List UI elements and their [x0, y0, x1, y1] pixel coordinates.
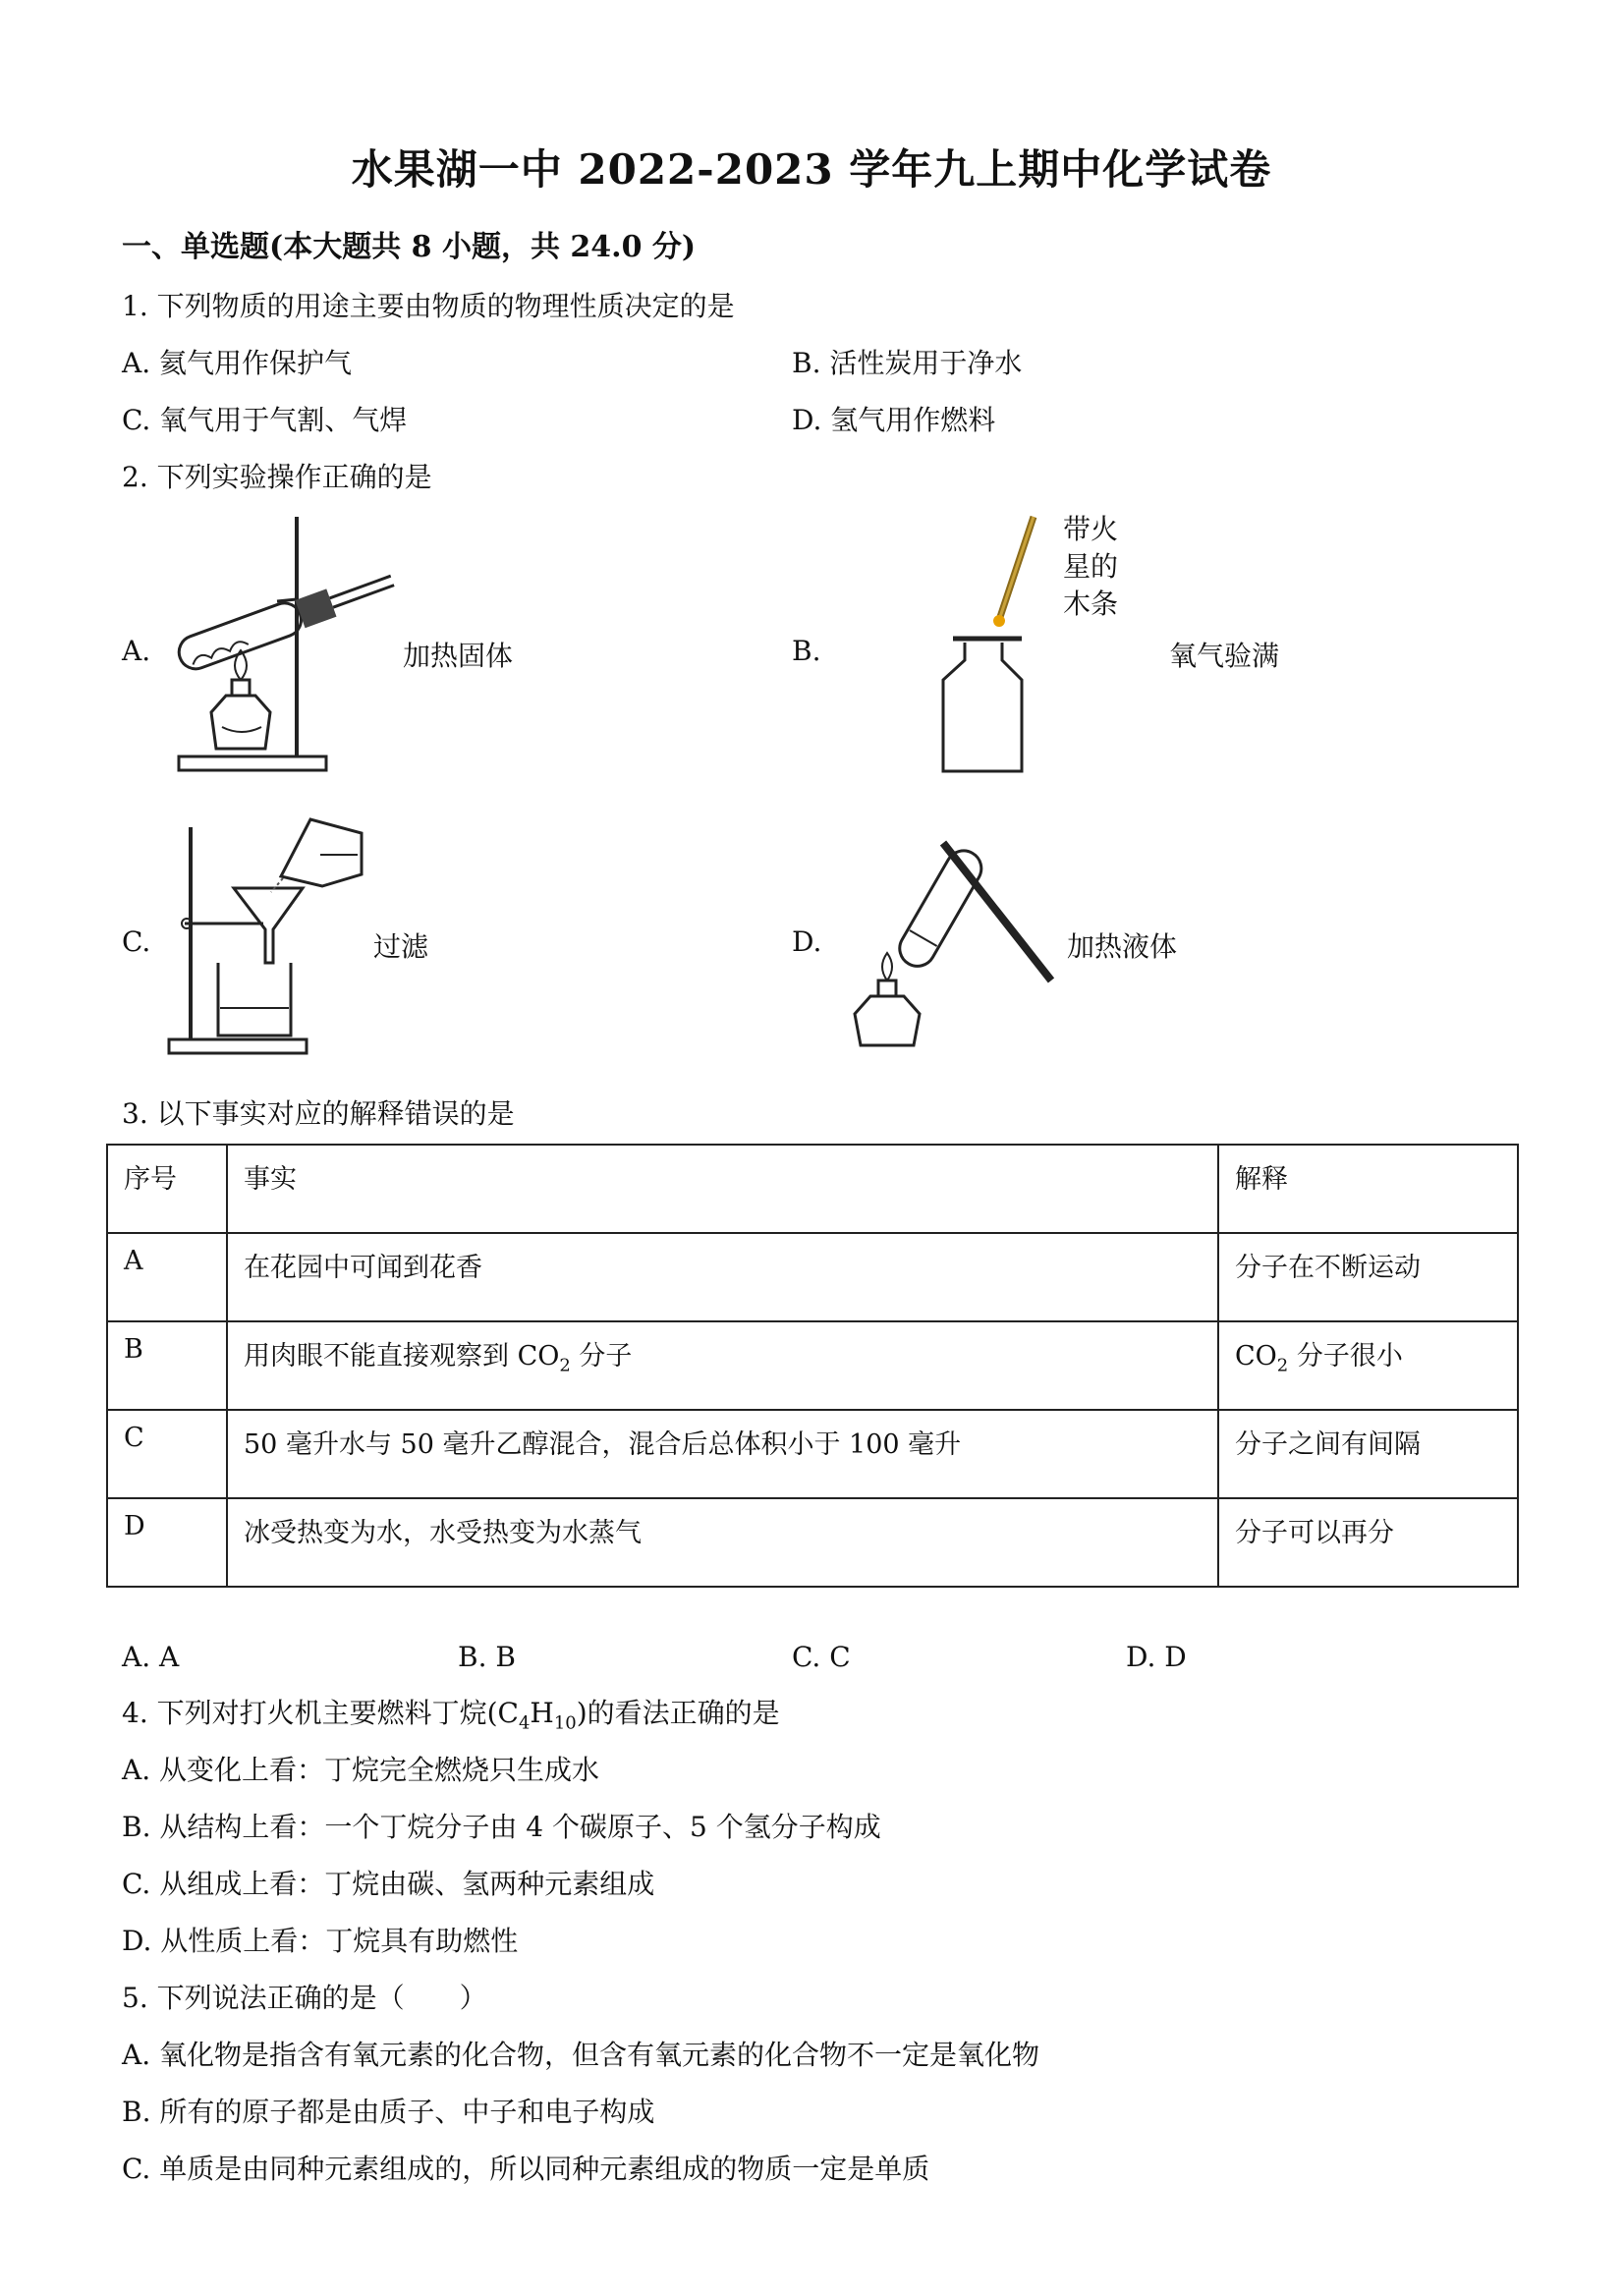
q4-option-a: A. 从变化上看：丁烷完全燃烧只生成水 — [122, 1754, 600, 1786]
q5-option-b: B. 所有的原子都是由质子、中子和电子构成 — [122, 2096, 655, 2128]
q1-option-a: A. 氦气用作保护气 — [122, 347, 353, 379]
q2-option-c-letter: C. — [122, 925, 151, 958]
header-cell-explain: 解释 — [1218, 1145, 1518, 1233]
row-fact-text-end: 分子 — [570, 1341, 633, 1372]
row-fact — [227, 1321, 1218, 1410]
header-cell-fact: 事实 — [227, 1145, 1218, 1233]
table-row — [107, 1233, 1518, 1321]
q2-option-a-label: 加热固体 — [403, 640, 514, 672]
row-explain-subscript: 2 — [1276, 1355, 1289, 1376]
row-fact-text: 用肉眼不能直接观察到 CO — [244, 1341, 560, 1372]
table-row — [107, 1410, 1518, 1498]
q4-stem-hydrogen: H — [530, 1697, 554, 1729]
splint-annotation-line-1: 带火 — [1063, 513, 1119, 545]
q2-option-d-label: 加热液体 — [1067, 930, 1178, 963]
q4-subscript-hydrogen: 10 — [553, 1712, 577, 1734]
q2-option-b-label: 氧气验满 — [1169, 640, 1280, 672]
table-row — [107, 1321, 1518, 1410]
q5-option-c: C. 单质是由同种元素组成的，所以同种元素组成的物质一定是单质 — [122, 2153, 930, 2185]
q3-answer-d: D. D — [1126, 1641, 1187, 1673]
q1-stem: 1. 下列物质的用途主要由物质的物理性质决定的是 — [122, 290, 735, 322]
q4-stem-text: 4. 下列对打火机主要燃料丁烷(C — [122, 1697, 519, 1729]
row-id: D — [107, 1498, 227, 1587]
q2-option-c-label: 过滤 — [373, 930, 429, 963]
facts-table — [106, 1144, 1519, 1588]
q2-option-a-letter: A. — [122, 635, 151, 667]
q4-option-d: D. 从性质上看：丁烷具有助燃性 — [122, 1925, 519, 1957]
q4-stem-end: )的看法正确的是 — [576, 1697, 780, 1729]
q1-option-b: B. 活性炭用于净水 — [792, 347, 1023, 379]
oxygen-test-figure — [923, 511, 1051, 776]
row-id: A — [107, 1233, 227, 1321]
filtration-figure — [165, 815, 371, 1066]
q5-option-a: A. 氧化物是指含有氧元素的化合物，但含有氧元素的化合物不一定是氧化物 — [122, 2039, 1040, 2071]
row-explain-text: CO — [1235, 1341, 1277, 1372]
table-row — [107, 1498, 1518, 1587]
row-id: C — [107, 1410, 227, 1498]
row-id: B — [107, 1321, 227, 1410]
heating-solid-figure — [167, 511, 403, 781]
q1-option-c: C. 氧气用于气割、气焊 — [122, 404, 408, 436]
splint-annotation-line-3: 木条 — [1063, 588, 1119, 620]
heating-liquid-figure — [835, 827, 1071, 1053]
q3-answer-a: A. A — [122, 1641, 180, 1673]
row-fact: 冰受热变为水，水受热变为水蒸气 — [227, 1498, 1218, 1587]
splint-annotation — [1063, 511, 1118, 623]
row-explain — [1218, 1321, 1518, 1410]
header-cell-id: 序号 — [107, 1145, 227, 1233]
q2-option-d-letter: D. — [792, 925, 822, 958]
table-header-row — [107, 1145, 1518, 1233]
q4-option-b: B. 从结构上看：一个丁烷分子由 4 个碳原子、5 个氢分子构成 — [122, 1811, 881, 1843]
q4-option-c: C. 从组成上看：丁烷由碳、氢两种元素组成 — [122, 1868, 655, 1900]
q4-stem — [122, 1692, 780, 1734]
q2-stem: 2. 下列实验操作正确的是 — [122, 461, 432, 493]
row-explain: 分子之间有间隔 — [1218, 1410, 1518, 1498]
row-fact: 在花园中可闻到花香 — [227, 1233, 1218, 1321]
q1-option-d: D. 氢气用作燃料 — [792, 404, 996, 436]
section-heading: 一、单选题(本大题共 8 小题，共 24.0 分) — [122, 230, 697, 264]
q3-stem: 3. 以下事实对应的解释错误的是 — [122, 1097, 515, 1130]
row-explain-text-end: 分子很小 — [1288, 1341, 1403, 1372]
row-fact-subscript: 2 — [559, 1355, 571, 1376]
q3-answer-b: B. B — [458, 1641, 516, 1673]
q2-option-b-letter: B. — [792, 635, 821, 667]
row-fact: 50 毫升水与 50 毫升乙醇混合，混合后总体积小于 100 毫升 — [227, 1410, 1218, 1498]
q3-answer-c: C. C — [792, 1641, 851, 1673]
row-explain: 分子可以再分 — [1218, 1498, 1518, 1587]
q5-stem: 5. 下列说法正确的是（ ） — [122, 1982, 487, 2014]
q4-subscript-carbon: 4 — [518, 1712, 531, 1734]
splint-annotation-line-2: 星的 — [1063, 550, 1119, 583]
row-explain: 分子在不断运动 — [1218, 1233, 1518, 1321]
page-title: 水果湖一中 2022-2023 学年九上期中化学试卷 — [351, 145, 1272, 194]
